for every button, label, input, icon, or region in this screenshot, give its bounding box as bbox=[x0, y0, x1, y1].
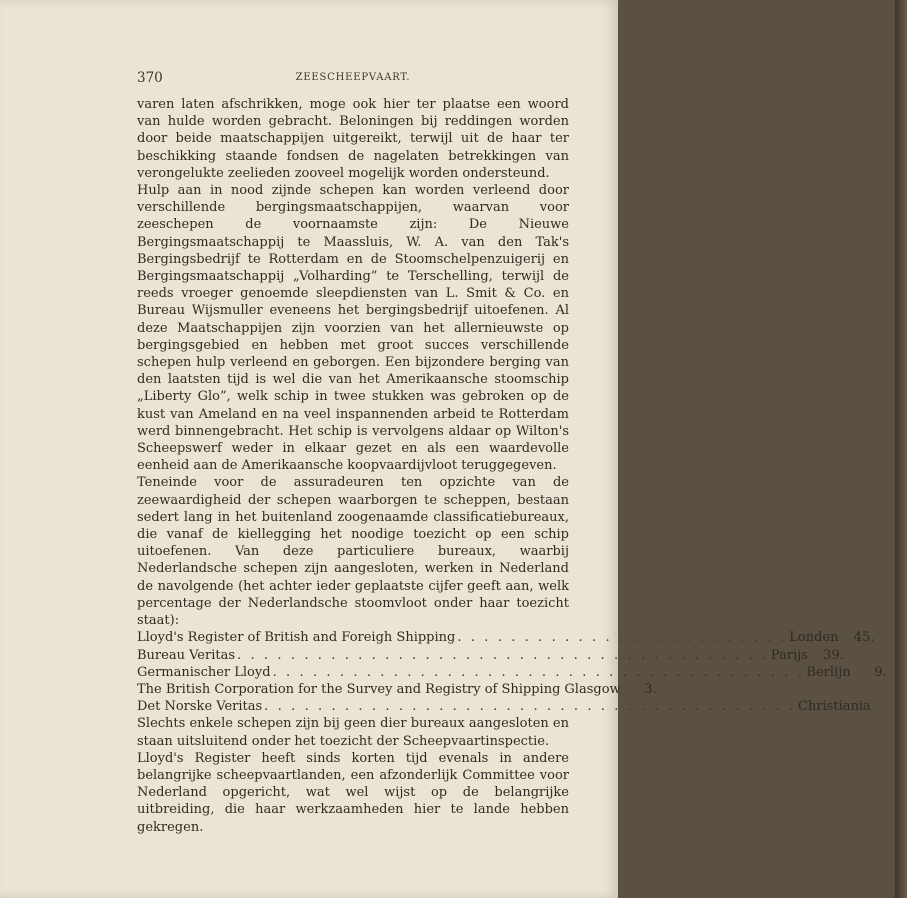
leader-dots: . . . . . . . . . . . . . . . . . . . . . . . . . bbox=[457, 630, 788, 646]
body-text bbox=[137, 96, 887, 836]
register-city: Londen bbox=[789, 630, 839, 646]
register-name: Lloyd's Register of British and Foreigh Shipping bbox=[137, 630, 456, 646]
register-row bbox=[137, 698, 871, 715]
register-name: Bureau Veritas bbox=[137, 647, 235, 663]
book-spine bbox=[895, 0, 907, 898]
register-percentage: 9. bbox=[874, 664, 887, 680]
paragraph-rescue-awards: varen laten afschrikken, moge ook hier ter plaatse een woord van hulde worden gebracht. Beloningen bij reddingen worden door beide maatschappijen uitgereikt, terwijl uit de haar ter beschikking staande fondsen de nagelaten betrekkingen van verongelukte zeelieden zooveel mogelijk worden ondersteund. bbox=[137, 97, 569, 181]
paragraph-classification-bureaux: Teneinde voor de assuradeuren ten opzichte van de zeewaardigheid der schepen waarborgen te scheppen, bestaan sedert lang in het buitenland zoogenaamde classificatiebureaux, die vanaf de kiellegging het noodige toezicht op een schip uitoefenen. Van deze particuliere bureaux, waarbij Nederlandsche schepen zijn aangesloten, werken in Nederland de navolgende (het achter ieder geplaatste cijfer geeft aan, welk percentage der Nederlandsche stoomvloot onder haar toezicht staat): bbox=[137, 475, 569, 629]
register-name: Det Norske Veritas bbox=[137, 699, 263, 715]
register-city: Glasgow bbox=[564, 681, 621, 697]
register-percentage: 3. bbox=[644, 681, 657, 697]
leader-dots: . . . . . . . . . . . . . . . . . . . . . . . . . . . . . . . . . . . . . . . . bbox=[264, 699, 797, 715]
page-number: 370 bbox=[137, 70, 163, 86]
register-city: Christiania bbox=[798, 699, 871, 715]
paragraph-lloyds-committee: Lloyd's Register heeft sinds korten tijd evenals in andere belangrijke scheepvaartlanden, een afzonderlijk Committee voor Nederland opgericht, wat wel wijst op de belangrijke uitbreiding, die haar werkzaamheden hier te lande hebben gekregen. bbox=[137, 750, 569, 835]
register-name: Germanischer Lloyd bbox=[137, 664, 271, 680]
register-city: Parijs bbox=[770, 647, 808, 663]
register-city: Berlijn bbox=[806, 664, 851, 680]
leader-dots: . . . . . . . . . . . . . . . . . . . . . . . . . . . . . . . . . . . . . . . . bbox=[237, 647, 769, 663]
register-row bbox=[137, 681, 657, 698]
register-row bbox=[137, 647, 844, 664]
register-percentage: 45. bbox=[853, 630, 875, 646]
running-head: ZEESCHEEPVAART. bbox=[295, 72, 411, 83]
register-name: The British Corporation for the Survey and Registry of Shipping bbox=[137, 681, 561, 697]
paragraph-salvage-companies: Hulp aan in nood zijnde schepen kan worden verleend door verschillende bergingsmaatschappijen, waarvan voor zeeschepen de voornaamste zijn: De Nieuwe Bergingsmaatschappij te Maassluis, W. A. van den Tak's Bergingsbedrijf te Rotterdam en de Stoomschelpenzuigerij en Bergingsmaatschappij „Volharding” te Terschelling, terwijl de reeds vroeger genoemde sleepdiensten van L. Smit & Co. en Bureau Wijsmuller eveneens het bergingsbedrijf uitoefenen. Al deze Maatschappijen zijn voorzien van het allernieuwste op bergingsgebied en hebben met groot succes verschillende schepen hulp verleend en geborgen. Een bijzondere berging van den laatsten tijd is wel die van het Amerikaansche stoomschip „Liberty Glo”, welk schip in twee stukken was gebroken op de kust van Ameland en na veel inspannenden arbeid te Rotterdam werd binnengebracht. Het schip is vervolgens aldaar op Wilton's Scheepswerf weder in elkaar gezet en als een waardevolle eenheid aan de Amerikaansche koopvaardijvloot teruggegeven. bbox=[137, 183, 569, 474]
register-row bbox=[137, 664, 887, 681]
page-header bbox=[137, 70, 569, 88]
classification-register-list bbox=[137, 629, 887, 715]
register-percentage: 39. bbox=[823, 647, 844, 663]
leader-dots: . . . . . . . . . . . . . . . . . . . . . . . . . . . . . . . . . . . . . . . . bbox=[272, 664, 805, 680]
register-row bbox=[137, 629, 875, 646]
paragraph-unaffiliated-ships: Slechts enkele schepen zijn bij geen dier bureaux aangesloten en staan uitsluitend onder het toezicht der Scheepvaartinspectie. bbox=[137, 716, 569, 749]
